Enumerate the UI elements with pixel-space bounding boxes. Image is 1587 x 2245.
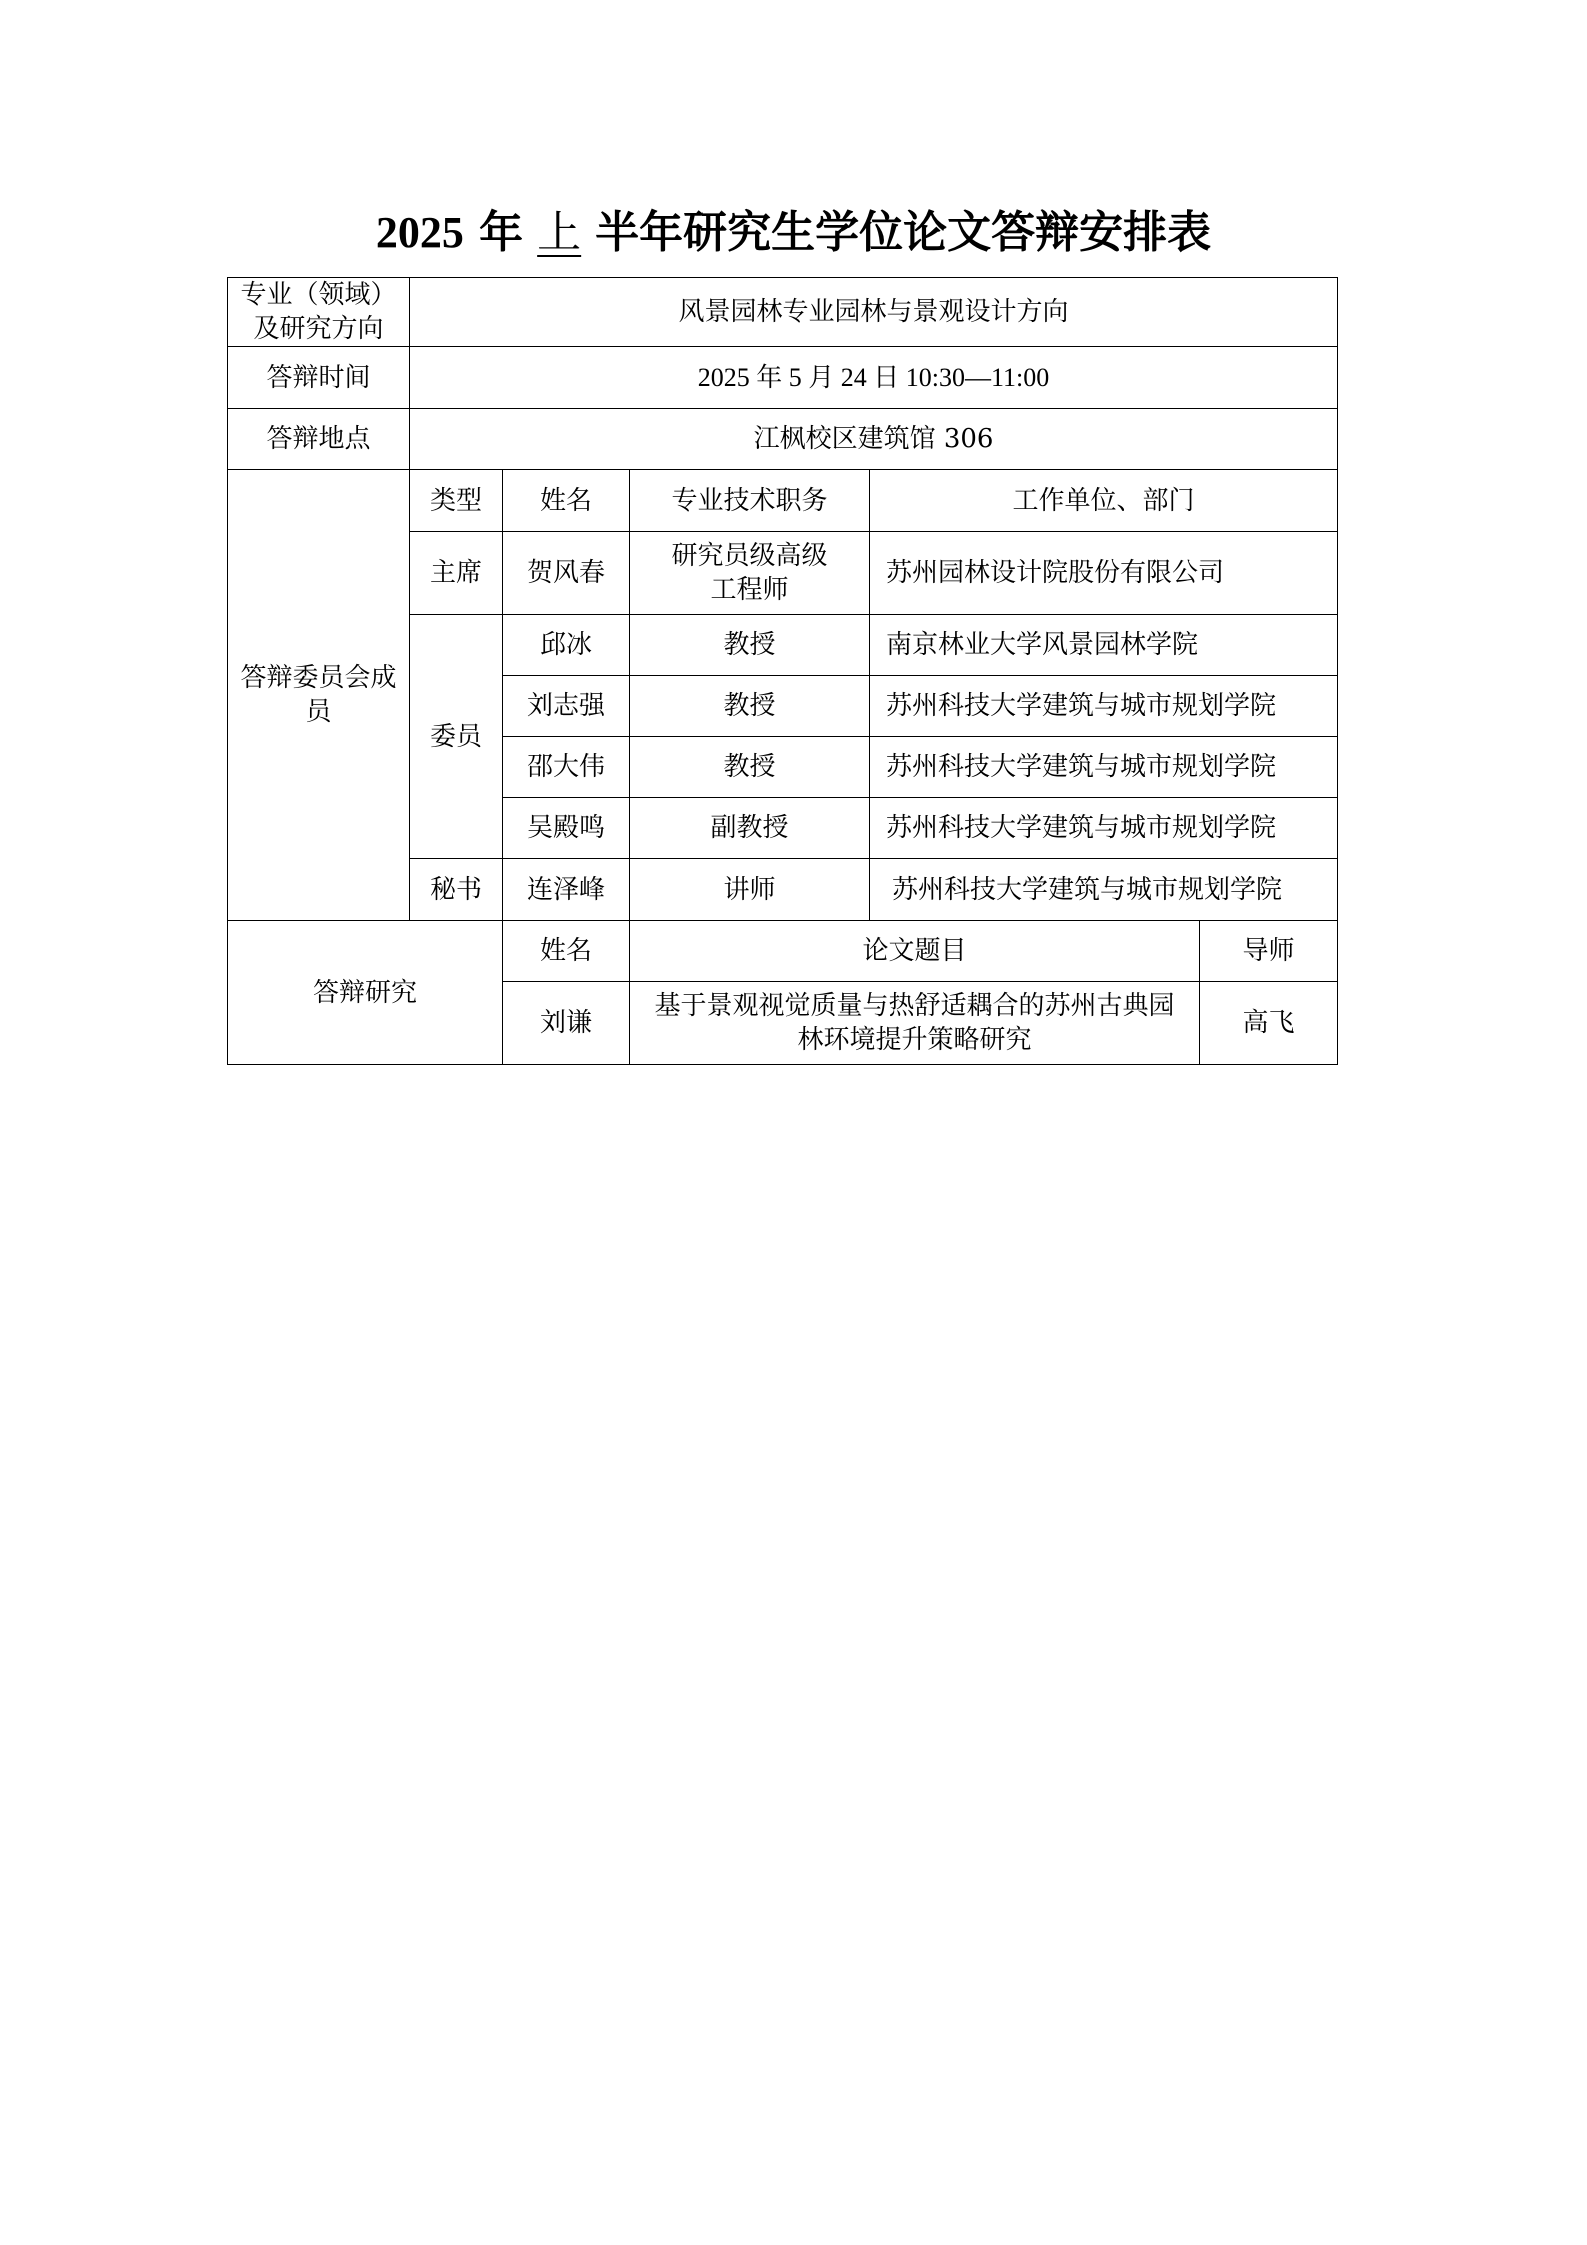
field-label: 专业（领域）及研究方向 bbox=[228, 278, 410, 347]
committee-label: 答辩委员会成员 bbox=[228, 470, 410, 921]
member-name: 邵大伟 bbox=[503, 737, 630, 798]
committee-header-unit: 工作单位、部门 bbox=[870, 470, 1338, 532]
place-row bbox=[228, 409, 1338, 470]
member-name: 吴殿鸣 bbox=[503, 798, 630, 859]
students-header-row bbox=[228, 921, 1338, 982]
students-header-name: 姓名 bbox=[503, 921, 630, 982]
member-title: 副教授 bbox=[630, 798, 870, 859]
member-name: 邱冰 bbox=[503, 615, 630, 676]
chair-name: 贺风春 bbox=[503, 532, 630, 615]
page-title bbox=[0, 203, 1587, 263]
chair-type: 主席 bbox=[410, 532, 503, 615]
member-unit: 苏州科技大学建筑与城市规划学院 bbox=[870, 737, 1338, 798]
student-name: 刘谦 bbox=[503, 982, 630, 1065]
member-unit: 苏州科技大学建筑与城市规划学院 bbox=[870, 676, 1338, 737]
chair-title: 研究员级高级工程师 bbox=[630, 532, 870, 615]
committee-header-row bbox=[228, 470, 1338, 532]
member-unit: 南京林业大学风景园林学院 bbox=[870, 615, 1338, 676]
committee-header-title: 专业技术职务 bbox=[630, 470, 870, 532]
place-value: 江枫校区建筑馆 306 bbox=[410, 409, 1338, 470]
committee-header-type: 类型 bbox=[410, 470, 503, 532]
place-label: 答辩地点 bbox=[228, 409, 410, 470]
secretary-type: 秘书 bbox=[410, 859, 503, 921]
member-title: 教授 bbox=[630, 737, 870, 798]
title-year-suffix: 年 bbox=[479, 207, 524, 258]
time-row bbox=[228, 347, 1338, 409]
defense-schedule-table bbox=[227, 277, 1338, 1065]
students-label: 答辩研究 bbox=[228, 921, 503, 1065]
member-type: 委员 bbox=[410, 615, 503, 859]
member-name: 刘志强 bbox=[503, 676, 630, 737]
member-title: 教授 bbox=[630, 615, 870, 676]
field-value: 风景园林专业园林与景观设计方向 bbox=[410, 278, 1338, 347]
committee-header-name: 姓名 bbox=[503, 470, 630, 532]
secretary-unit: 苏州科技大学建筑与城市规划学院 bbox=[870, 859, 1338, 921]
member-unit: 苏州科技大学建筑与城市规划学院 bbox=[870, 798, 1338, 859]
students-header-thesis: 论文题目 bbox=[630, 921, 1200, 982]
secretary-name: 连泽峰 bbox=[503, 859, 630, 921]
title-rest: 半年研究生学位论文答辩安排表 bbox=[595, 207, 1212, 258]
student-thesis: 基于景观视觉质量与热舒适耦合的苏州古典园林环境提升策略研究 bbox=[630, 982, 1200, 1065]
title-half: 上 bbox=[537, 207, 582, 258]
secretary-title: 讲师 bbox=[630, 859, 870, 921]
chair-unit: 苏州园林设计院股份有限公司 bbox=[870, 532, 1338, 615]
field-row bbox=[228, 278, 1338, 347]
student-advisor: 高飞 bbox=[1200, 982, 1338, 1065]
time-value: 2025 年 5 月 24 日 10:30—11:00 bbox=[410, 347, 1338, 409]
title-year: 2025 bbox=[375, 208, 464, 257]
students-header-advisor: 导师 bbox=[1200, 921, 1338, 982]
time-label: 答辩时间 bbox=[228, 347, 410, 409]
member-title: 教授 bbox=[630, 676, 870, 737]
